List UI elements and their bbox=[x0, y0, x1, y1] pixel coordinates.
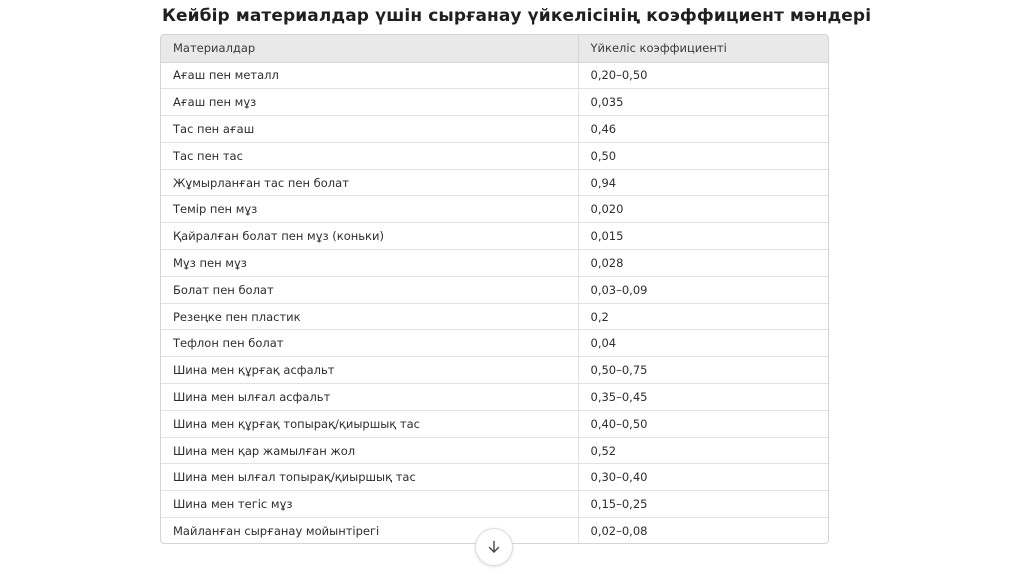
table-row bbox=[161, 276, 829, 303]
coefficient-cell: 0,50–0,75 bbox=[578, 357, 829, 384]
table-row bbox=[161, 464, 829, 491]
coefficient-cell: 0,02–0,08 bbox=[578, 518, 829, 544]
material-cell: Қайралған болат пен мұз (коньки) bbox=[161, 223, 578, 250]
coefficient-cell: 0,15–0,25 bbox=[578, 491, 829, 518]
coefficient-cell: 0,20–0,50 bbox=[578, 62, 829, 89]
material-cell: Шина мен тегіс мұз bbox=[161, 491, 578, 518]
table-body bbox=[161, 62, 829, 544]
material-cell: Мұз пен мұз bbox=[161, 250, 578, 277]
table-row bbox=[161, 410, 829, 437]
table-row bbox=[161, 330, 829, 357]
material-cell: Тас пен ағаш bbox=[161, 116, 578, 143]
column-header-materials: Материалдар bbox=[161, 35, 578, 62]
table-header-row bbox=[161, 35, 829, 62]
table-row bbox=[161, 196, 829, 223]
table-row bbox=[161, 89, 829, 116]
material-cell: Ағаш пен металл bbox=[161, 62, 578, 89]
material-cell: Тас пен тас bbox=[161, 142, 578, 169]
table-row bbox=[161, 250, 829, 277]
table-row bbox=[161, 169, 829, 196]
table-row bbox=[161, 491, 829, 518]
coefficient-cell: 0,028 bbox=[578, 250, 829, 277]
coefficient-cell: 0,50 bbox=[578, 142, 829, 169]
table-row bbox=[161, 62, 829, 89]
column-header-coefficient: Үйкеліс коэффициенті bbox=[578, 35, 829, 62]
material-cell: Шина мен қар жамылған жол bbox=[161, 437, 578, 464]
coefficient-cell: 0,30–0,40 bbox=[578, 464, 829, 491]
coefficient-cell: 0,52 bbox=[578, 437, 829, 464]
friction-table-container bbox=[160, 34, 829, 544]
coefficient-cell: 0,035 bbox=[578, 89, 829, 116]
material-cell: Майланған сырғанау мойынтірегі bbox=[173, 524, 380, 539]
material-cell: Темір пен мұз bbox=[161, 196, 578, 223]
coefficient-cell: 0,94 bbox=[578, 169, 829, 196]
material-cell: Болат пен болат bbox=[161, 276, 578, 303]
scroll-down-button[interactable] bbox=[475, 528, 513, 566]
table-row bbox=[161, 303, 829, 330]
material-cell: Резеңке пен пластик bbox=[161, 303, 578, 330]
material-cell: Шина мен ылғал топырақ/қиыршық тас bbox=[161, 464, 578, 491]
table-row bbox=[161, 142, 829, 169]
coefficient-cell: 0,020 bbox=[578, 196, 829, 223]
material-cell: Шина мен ылғал асфальт bbox=[161, 384, 578, 411]
table-row bbox=[161, 357, 829, 384]
coefficient-cell: 0,2 bbox=[578, 303, 829, 330]
arrow-down-icon bbox=[487, 540, 501, 554]
friction-table bbox=[161, 35, 829, 544]
coefficient-cell: 0,35–0,45 bbox=[578, 384, 829, 411]
coefficient-cell: 0,03–0,09 bbox=[578, 276, 829, 303]
material-cell: Ағаш пен мұз bbox=[161, 89, 578, 116]
table-header bbox=[161, 35, 829, 62]
table-row bbox=[161, 223, 829, 250]
material-cell: Шина мен құрғақ топырақ/қиыршық тас bbox=[161, 410, 578, 437]
coefficient-cell: 0,40–0,50 bbox=[578, 410, 829, 437]
material-cell: Жұмырланған тас пен болат bbox=[161, 169, 578, 196]
material-cell: Шина мен құрғақ асфальт bbox=[161, 357, 578, 384]
table-row bbox=[161, 116, 829, 143]
page-title: Кейбір материалдар үшін сырғанау үйкелісінің коэффициент мәндері bbox=[162, 6, 872, 26]
material-cell: Тефлон пен болат bbox=[161, 330, 578, 357]
coefficient-cell: 0,04 bbox=[578, 330, 829, 357]
coefficient-cell: 0,015 bbox=[578, 223, 829, 250]
table-row bbox=[161, 384, 829, 411]
table-row bbox=[161, 437, 829, 464]
coefficient-cell: 0,46 bbox=[578, 116, 829, 143]
